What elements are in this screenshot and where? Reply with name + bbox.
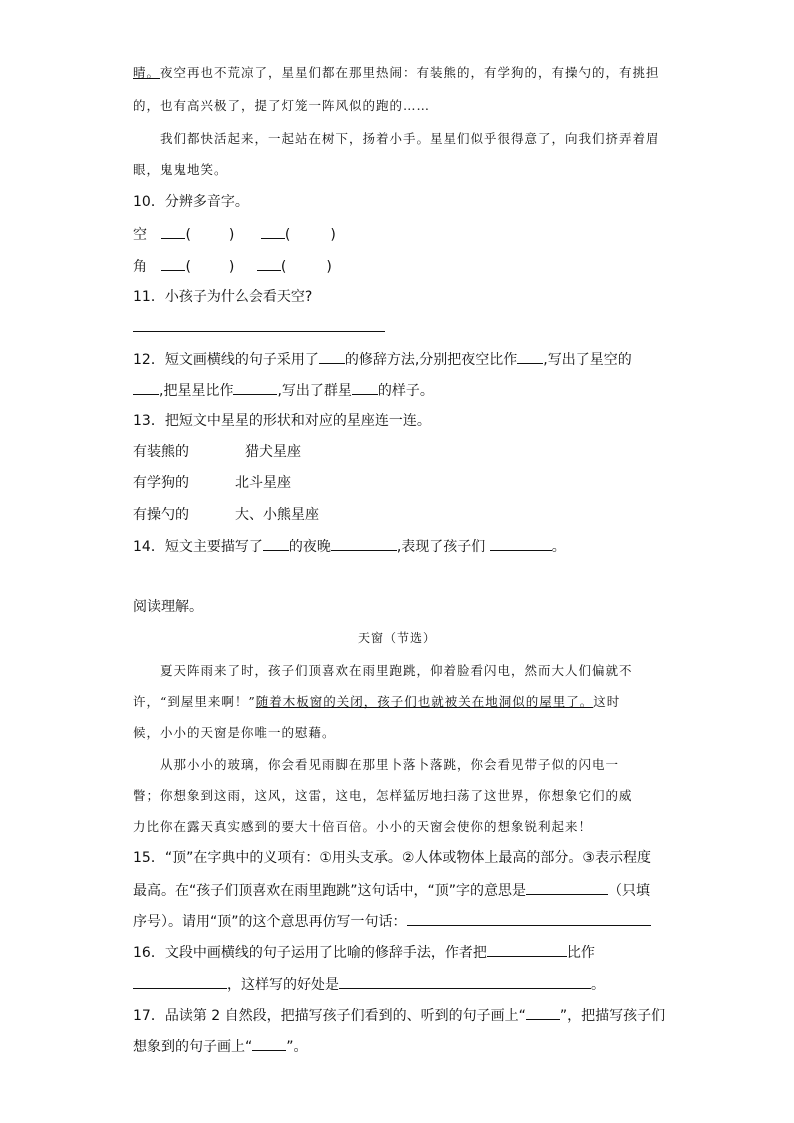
q17-line-2 bbox=[133, 1036, 308, 1057]
q10-row-2 bbox=[133, 256, 332, 277]
q17-text-1b: ”，把描写孩子们 bbox=[559, 1008, 666, 1024]
passage1-line-1-text: 夜空再也不荒凉了，星星们都在那里热闹：有装熊的，有学狗的，有操勺的，有挑担 bbox=[160, 65, 660, 80]
q15-blank-sentence[interactable] bbox=[407, 911, 651, 926]
q10-paren-close: ) bbox=[330, 227, 336, 243]
q17-wavy-line-mark bbox=[252, 1036, 286, 1051]
q16-line-2 bbox=[133, 974, 605, 995]
q12-text-2: 的修辞方法,分别把夜空比作 bbox=[344, 352, 518, 368]
q12-line-2 bbox=[133, 380, 434, 401]
q10-paren-open: ( bbox=[185, 259, 191, 275]
q13-left-item[interactable]: 有操勺的 bbox=[133, 507, 189, 523]
q11-title: 11．小孩子为什么会看天空? bbox=[133, 289, 313, 305]
passage2-underlined-sentence: 随着木板窗的关闭，孩子们也就被关在地洞似的屋里了。 bbox=[255, 694, 594, 709]
q17-line-1 bbox=[133, 1005, 665, 1026]
q12-blank-star-trait[interactable] bbox=[352, 380, 378, 395]
q15-line-3 bbox=[133, 911, 651, 932]
q12-blank-sky-metaphor[interactable] bbox=[517, 349, 543, 364]
q15-line-2 bbox=[133, 880, 650, 901]
q16-text-2b: 。 bbox=[591, 977, 605, 993]
q12-text-1: 12．短文画横线的句子采用了 bbox=[133, 352, 319, 368]
q15-text-2a: 最高。在“孩子们顶喜欢在雨里跑跳”这句话中，“顶”字的意思是 bbox=[133, 883, 527, 899]
q12-text-3: ,写出了星空的 bbox=[543, 352, 632, 368]
q17-text-1a: 17．品读第 2 自然段，把描写孩子们看到的、听到的句子画上“ bbox=[133, 1008, 526, 1024]
q10-pinyin-blank[interactable] bbox=[161, 256, 185, 271]
q10-pinyin-blank[interactable] bbox=[161, 224, 185, 239]
q10-char-1: 空 bbox=[133, 227, 147, 243]
passage2-line-6: 力比你在露天真实感到的要大十倍百倍。小小的天窗会使你的想象锐利起来！ bbox=[133, 819, 593, 834]
passage2-line-5: 瞥；你想象到这雨，这风，这雷，这电，怎样猛厉地扫荡了这世界，你想象它们的威 bbox=[133, 788, 633, 803]
q11-answer-line[interactable] bbox=[133, 331, 385, 332]
q12-blank-star-metaphor[interactable] bbox=[233, 380, 277, 395]
q15-line-1: 15．“顶”在字典中的义项有：①用头支承。②人体或物体上最高的部分。③表示程度 bbox=[133, 850, 651, 866]
q10-paren-close: ) bbox=[228, 259, 235, 275]
q12-blank-sky-trait[interactable] bbox=[133, 380, 159, 395]
q14-blank-3[interactable] bbox=[490, 536, 552, 551]
q16-line-1 bbox=[133, 942, 595, 963]
q10-paren-open: ( bbox=[185, 227, 191, 243]
q17-text-2a: 想象到的句子画上“ bbox=[133, 1039, 253, 1055]
q16-text-1b: 比作 bbox=[566, 945, 595, 961]
q10-paren-open: ( bbox=[284, 227, 291, 243]
passage2-line-2-start: 许，“到屋里来啊！” bbox=[133, 694, 256, 709]
q13-right-item[interactable]: 大、小熊星座 bbox=[235, 507, 319, 523]
q16-blank-object[interactable] bbox=[133, 974, 227, 989]
passage1-underlined-end: 晴。 bbox=[133, 65, 161, 80]
q14-line bbox=[133, 536, 566, 557]
q12-text-4: ,把星星比作 bbox=[159, 383, 234, 399]
q10-paren-close: ) bbox=[228, 227, 235, 243]
q12-blank-rhetoric[interactable] bbox=[319, 349, 345, 364]
passage2-line-2-end: 这时 bbox=[593, 694, 621, 709]
q13-right-item[interactable]: 猎犬星座 bbox=[245, 444, 301, 460]
q13-left-item[interactable]: 有装熊的 bbox=[133, 444, 189, 460]
passage2-line-2 bbox=[133, 692, 620, 712]
passage2-line-1: 夏天阵雨来了时，孩子们顶喜欢在雨里跑跳，仰着脸看闪电，然而大人们偏就不 bbox=[160, 663, 633, 678]
passage2-line-3: 候，小小的天窗是你唯一的慰藉。 bbox=[133, 725, 336, 740]
q13-title: 13．把短文中星星的形状和对应的星座连一连。 bbox=[133, 413, 431, 429]
q10-char-2: 角 bbox=[133, 259, 147, 275]
q10-pinyin-blank[interactable] bbox=[261, 224, 285, 239]
q14-blank-2[interactable] bbox=[331, 536, 397, 551]
passage1-line-1 bbox=[133, 63, 660, 83]
q12-text-6: 的样子。 bbox=[377, 383, 434, 399]
q13-left-item[interactable]: 有学狗的 bbox=[133, 475, 189, 491]
q16-text-1a: 16．文段中画横线的句子运用了比喻的修辞手法，作者把 bbox=[133, 945, 487, 961]
passage1-line-2: 的，也有高兴极了，提了灯笼一阵风似的跑的…… bbox=[133, 98, 431, 113]
q16-blank-subject[interactable] bbox=[487, 942, 567, 957]
section-heading: 阅读理解。 bbox=[133, 599, 203, 615]
q16-text-2a: ，这样写的好处是 bbox=[227, 977, 339, 993]
q10-pinyin-blank[interactable] bbox=[257, 256, 281, 271]
q15-text-2b: （只填 bbox=[608, 883, 651, 899]
q16-blank-benefit[interactable] bbox=[339, 974, 591, 989]
q14-text-1: 14．短文主要描写了 bbox=[133, 539, 263, 555]
q17-text-2b: ”。 bbox=[286, 1039, 308, 1055]
q14-text-4: 。 bbox=[551, 539, 566, 555]
passage2-line-4: 从那小小的玻璃，你会看见雨脚在那里卜落卜落跳，你会看见带子似的闪电一 bbox=[160, 757, 620, 772]
q14-blank-1[interactable] bbox=[263, 536, 289, 551]
q15-text-3: 序号）。请用“顶”的这个意思再仿写一句话： bbox=[133, 914, 407, 930]
passage-title: 天窗（节选） bbox=[357, 631, 436, 645]
q10-title: 10．分辨多音字。 bbox=[133, 194, 249, 210]
q10-paren-open: ( bbox=[280, 259, 287, 275]
q10-paren-close: ) bbox=[326, 259, 332, 275]
q12-text-5: ,写出了群星 bbox=[277, 383, 352, 399]
q10-row-1 bbox=[133, 224, 336, 245]
q17-straight-line-mark bbox=[526, 1005, 560, 1020]
q14-text-3: ,表现了孩子们 bbox=[396, 539, 490, 555]
passage1-line-3: 我们都快活起来，一起站在树下，扬着小手。星星们似乎很得意了，向我们挤弄着眉 bbox=[160, 131, 660, 146]
q13-right-item[interactable]: 北斗星座 bbox=[235, 475, 291, 491]
q15-blank-meaning[interactable] bbox=[526, 880, 608, 895]
q14-text-2: 的夜晚 bbox=[288, 539, 331, 555]
q12-line-1 bbox=[133, 349, 632, 370]
passage1-line-4: 眼，鬼鬼地笑。 bbox=[133, 162, 228, 177]
